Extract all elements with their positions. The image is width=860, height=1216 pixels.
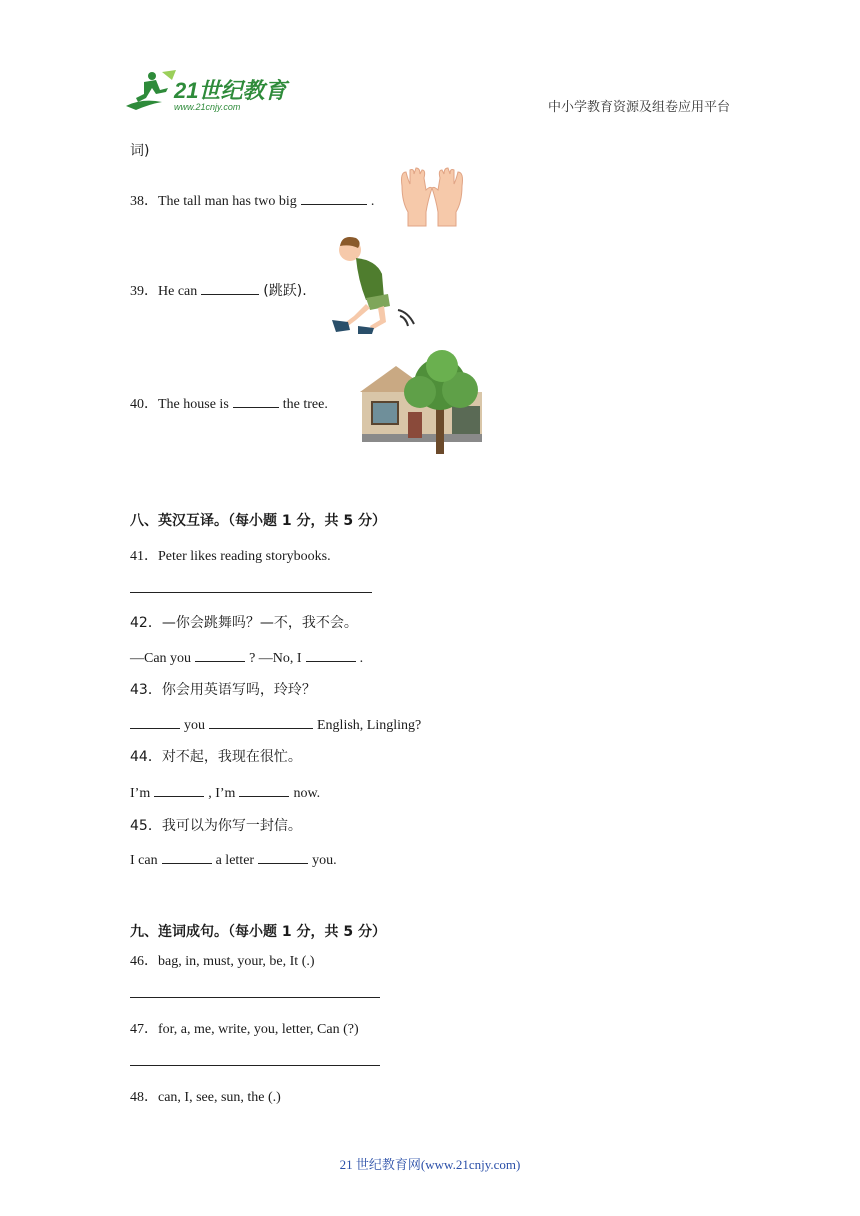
question-text: for, a, me, write, you, letter, Can (?) [158,1022,359,1037]
answer-text: —Can you [130,651,192,666]
answer-text: , I’m [208,786,236,801]
answer-blank[interactable] [233,393,279,408]
logo-url-text: www.21cnjy.com [174,102,241,112]
question-number: 48． [130,1090,158,1105]
question-39 [130,280,307,300]
answer-42 [130,647,363,667]
answer-blank[interactable] [306,647,356,662]
logo-main-text: 21世纪教育 [174,78,287,103]
answer-text: a letter [215,853,255,868]
question-number: 47． [130,1022,158,1037]
text-fragment: 词) [130,143,150,159]
section-8-title: 八、英汉互译。（每小题 1 分，共 5 分） [130,513,386,529]
question-43 [130,679,316,699]
answer-text: English, Lingling? [317,718,422,733]
answer-text: now. [293,786,321,801]
section-9-title: 九、连词成句。（每小题 1 分，共 5 分） [130,924,386,940]
platform-label: 中小学教育资源及组卷应用平台 [548,100,731,115]
answer-line[interactable] [130,1065,380,1066]
answer-blank[interactable] [154,782,204,797]
question-number: 43． [130,682,162,698]
answer-45 [130,849,337,869]
jumping-boy-icon [328,234,418,338]
question-number: 45． [130,818,162,834]
question-tail: . [370,194,375,209]
answer-text: I can [130,853,158,868]
answer-blank[interactable] [239,782,289,797]
question-text: The house is [158,397,229,412]
question-40 [130,393,328,413]
answer-blank[interactable] [162,849,212,864]
answer-blank[interactable] [195,647,245,662]
answer-43 [130,714,421,734]
question-number: 39． [130,284,158,299]
answer-line[interactable] [130,997,380,998]
question-text: 我可以为你写一封信。 [161,818,302,834]
answer-text: you. [312,853,337,868]
site-logo [122,68,292,114]
answer-text: I’m [130,786,151,801]
answer-blank[interactable] [258,849,308,864]
question-48 [130,1086,281,1106]
answer-blank[interactable] [301,190,367,205]
question-number: 38． [130,194,158,209]
question-number: 44． [130,749,162,765]
question-text: —你会跳舞吗？—不，我不会。 [161,615,358,631]
question-44 [130,746,302,766]
house-tree-icon [356,346,486,456]
hands-icon [396,166,468,228]
question-46 [130,950,315,970]
answer-blank[interactable] [209,714,313,729]
question-number: 40． [130,397,158,412]
question-number: 41． [130,549,158,564]
question-text: can, I, see, sun, the (.) [158,1090,281,1105]
question-text: 你会用英语写吗，玲玲？ [161,682,316,698]
question-text: Peter likes reading storybooks. [158,549,331,564]
answer-line[interactable] [130,592,372,593]
question-38 [130,190,374,210]
question-text: bag, in, must, your, be, It (.) [158,954,315,969]
answer-text: . [359,651,364,666]
question-tail: the tree. [282,397,328,412]
runner-logo-icon [122,68,292,114]
question-number: 46． [130,954,158,969]
question-47 [130,1018,359,1038]
question-text: He can [158,284,198,299]
question-number: 42． [130,615,162,631]
question-45 [130,815,302,835]
question-tail: (跳跃). [263,283,307,299]
question-text: 对不起，我现在很忙。 [161,749,302,765]
answer-44 [130,782,320,802]
answer-blank[interactable] [130,714,180,729]
answer-text: ? —No, I [249,651,302,666]
answer-text: you [184,718,205,733]
question-41 [130,545,331,565]
page-footer: 21 世纪教育网(www.21cnjy.com) [339,1157,521,1172]
answer-blank[interactable] [201,280,259,295]
question-text: The tall man has two big [158,194,297,209]
question-42 [130,612,358,632]
